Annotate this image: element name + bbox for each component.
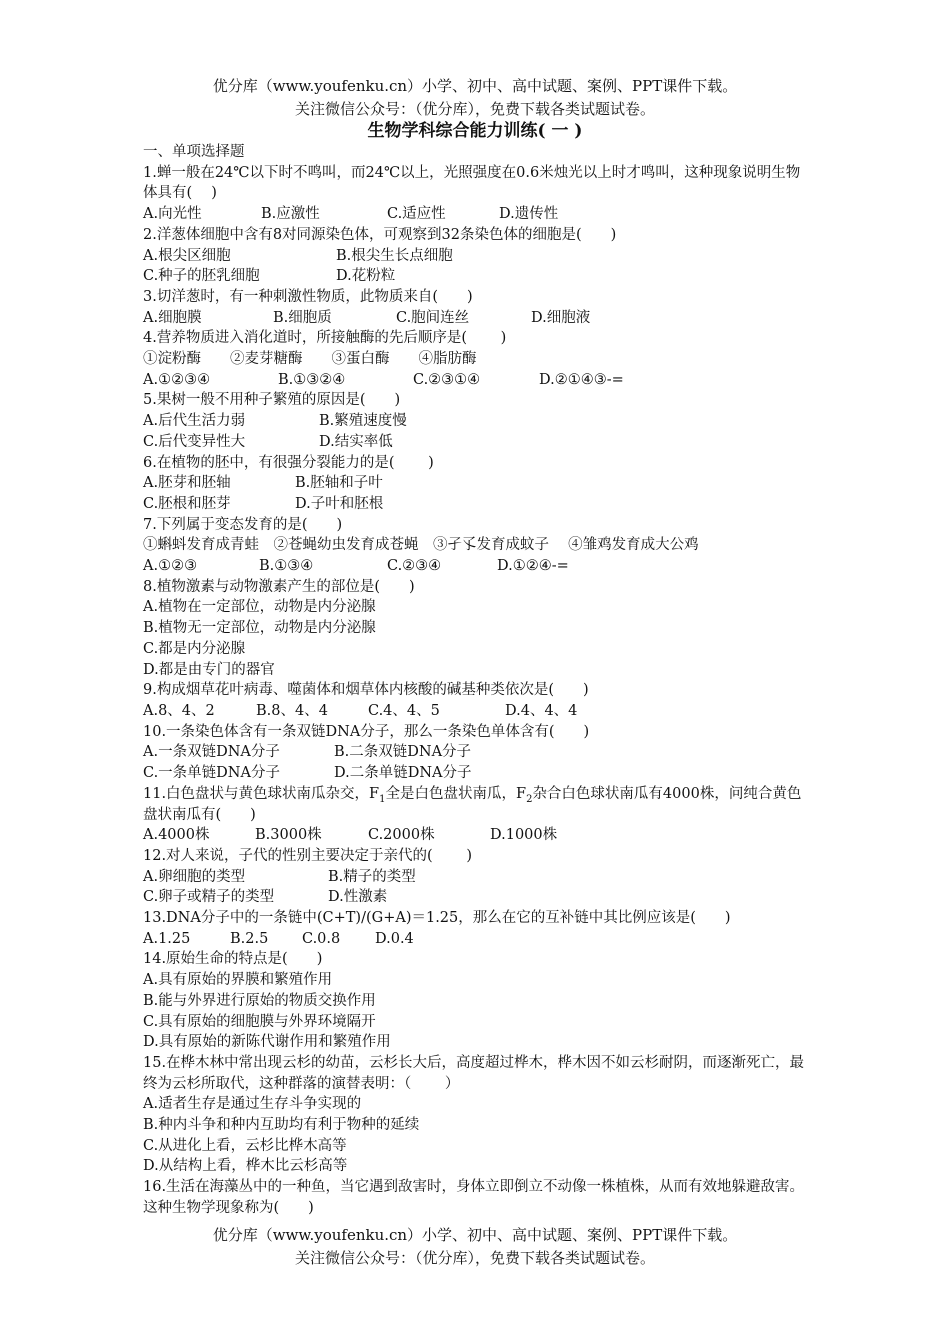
option-a: A.细胞膜: [143, 309, 202, 326]
option-c: C.种子的胚乳细胞: [143, 268, 260, 285]
question-12-options-2: [143, 887, 813, 908]
question-14-option-c: C.具有原始的细胞膜与外界环境隔开: [143, 1013, 376, 1030]
question-11-subscript-1: 1: [379, 793, 386, 805]
question-13-options: [143, 929, 813, 950]
option-b: B.二条双链DNA分子: [334, 744, 472, 761]
question-6-stem: 6.在植物的胚中，有很强分裂能力的是( ): [143, 454, 434, 471]
option-b: B.胚轴和子叶: [295, 475, 383, 492]
option-a: A.8、4、2: [143, 702, 215, 719]
question-14-stem: 14.原始生命的特点是( ): [143, 951, 323, 968]
option-d: D.遗传性: [499, 206, 559, 223]
option-c: C.胚根和胚芽: [143, 495, 231, 512]
option-d: D.性激素: [328, 889, 388, 906]
option-a: A.4000株: [143, 827, 210, 844]
option-a: A.向光性: [143, 206, 202, 223]
question-8-stem: 8.植物激素与动物激素产生的部位是( ): [143, 578, 415, 595]
question-14-option-d: D.具有原始的新陈代谢作用和繁殖作用: [143, 1034, 391, 1051]
question-7-stem: 7.下列属于变态发育的是( ): [143, 516, 343, 533]
question-16-stem: 16.生活在海藻丛中的一种鱼，当它遇到敌害时，身体立即倒立不动像一株植株，从而有效地躲避敌害。这种生物学现象称为( ): [143, 1179, 805, 1216]
option-a: A.①②③④: [143, 371, 211, 388]
question-14-option-b: B.能与外界进行原始的物质交换作用: [143, 992, 376, 1009]
question-11-stem: [143, 784, 813, 825]
footer-line-2: 关注微信公众号：（优分库），免费下载各类试题试卷。: [294, 1249, 655, 1267]
question-list: [143, 142, 813, 1219]
header-line-1: 优分库（www.youfenku.cn）小学、初中、高中试题、案例、PPT课件下载。: [212, 77, 738, 95]
option-a: A.根尖区细胞: [143, 247, 231, 264]
question-1-stem: 1.蝉一般在24℃以下时不鸣叫，而24℃以上，光照强度在0.6米烛光以上时才鸣叫，这种现象说明生物体具有( ): [143, 164, 801, 202]
option-b: B.2.5: [230, 930, 269, 947]
question-11-stem-part-2: 全是白色盘状南瓜，F: [385, 785, 527, 802]
question-2-stem: 2.洋葱体细胞中含有8对同源染色体，可观察到32条染色体的细胞是( ): [143, 226, 617, 243]
question-6-options-2: [143, 494, 813, 515]
page-title: 生物学科综合能力训练( 一 ): [367, 121, 583, 141]
question-12-stem: 12.对人来说，子代的性别主要决定于亲代的( ): [143, 847, 472, 864]
question-3-options: [143, 308, 813, 329]
question-4-items: ①淀粉酶 ②麦芽糖酶 ③蛋白酶 ④脂肪酶: [143, 351, 477, 368]
option-c: C.一条单链DNA分子: [143, 765, 280, 782]
question-1-options: [143, 204, 813, 225]
option-b: B.①③②④: [278, 371, 346, 388]
option-b: B.精子的类型: [328, 868, 416, 885]
option-b: B.①③④: [259, 558, 314, 575]
option-b: B.8、4、4: [256, 702, 328, 719]
question-10-options: [143, 742, 813, 763]
option-a: A.1.25: [143, 930, 191, 947]
option-c: C.0.8: [302, 930, 341, 947]
question-15-stem: 15.在桦木林中常出现云杉的幼苗，云杉长大后，高度超过桦木，桦木因不如云杉耐阴，而逐渐死亡，最终为云杉所取代，这种群落的演替表明：（ ）: [143, 1054, 805, 1092]
option-b: B.繁殖速度慢: [319, 413, 407, 430]
question-5-options-2: [143, 432, 813, 453]
question-8-option-d: D.都是由专门的器官: [143, 661, 275, 678]
question-11-subscript-2: 2: [526, 793, 533, 805]
option-c: C.②③④: [387, 558, 442, 575]
option-a: A.一条双链DNA分子: [143, 744, 280, 761]
question-7-options: [143, 556, 813, 577]
question-11-stem-part-3: 杂合白色球状南瓜有4000株，问纯合黄色盘状南瓜有( ): [143, 785, 802, 823]
option-d: D.②①④③-=: [539, 371, 624, 388]
question-15-option-b: B.种内斗争和种内互助均有利于物种的延续: [143, 1117, 420, 1134]
option-c: C.②③①④: [413, 371, 481, 388]
option-d: D.4、4、4: [505, 702, 578, 719]
question-15-option-d: D.从结构上看，桦木比云杉高等: [143, 1158, 348, 1175]
question-12-options: [143, 867, 813, 888]
question-9-options: [143, 701, 813, 722]
question-3-stem: 3.切洋葱时，有一种刺激性物质，此物质来自( ): [143, 288, 473, 305]
option-d: D.细胞液: [531, 309, 591, 326]
option-a: A.胚芽和胚轴: [143, 475, 231, 492]
header-line-2: 关注微信公众号：（优分库），免费下载各类试题试卷。: [294, 100, 655, 118]
option-d: D.0.4: [375, 930, 414, 947]
option-c: C.2000株: [368, 827, 435, 844]
question-8-option-c: C.都是内分泌腺: [143, 640, 246, 657]
option-d: D.①②④-=: [497, 558, 569, 575]
option-c: C.卵子或精子的类型: [143, 889, 275, 906]
question-10-stem: 10.一条染色体含有一条双链DNA分子，那么一条染色单体含有( ): [143, 723, 590, 740]
section-title: 一、单项选择题: [143, 144, 245, 160]
question-5-stem: 5.果树一般不用种子繁殖的原因是( ): [143, 392, 401, 409]
option-d: D.子叶和胚根: [295, 495, 384, 512]
question-11-options: [143, 825, 813, 846]
question-11-stem-part-1: 11.白色盘状与黄色球状南瓜杂交，F: [143, 785, 380, 802]
question-13-stem: 13.DNA分子中的一条链中(C+T)/(G+A)＝1.25，那么在它的互补链中其比例应该是( ): [143, 910, 731, 927]
option-b: B.3000株: [255, 827, 322, 844]
option-c: C.后代变异性大: [143, 433, 246, 450]
question-8-option-b: B.植物无一定部位，动物是内分泌腺: [143, 620, 376, 637]
option-d: D.二条单链DNA分子: [334, 765, 472, 782]
question-8-option-a: A.植物在一定部位，动物是内分泌腺: [143, 599, 376, 616]
option-c: C.4、4、5: [368, 702, 440, 719]
question-15-option-c: C.从进化上看，云杉比桦木高等: [143, 1137, 347, 1154]
question-10-options-2: [143, 763, 813, 784]
option-b: B.应激性: [261, 206, 320, 223]
option-a: A.①②③: [143, 558, 198, 575]
question-14-option-a: A.具有原始的界膜和繁殖作用: [143, 972, 333, 989]
option-d: D.花粉粒: [336, 268, 396, 285]
option-a: A.后代生活力弱: [143, 413, 246, 430]
option-b: B.细胞质: [273, 309, 332, 326]
question-4-options: [143, 370, 813, 391]
option-d: D.结实率低: [319, 433, 393, 450]
question-7-items: ①蝌蚪发育成青蛙 ②苍蝇幼虫发育成苍蝇 ③孑孓发育成蚊子 ④雏鸡发育成大公鸡: [143, 537, 699, 554]
question-5-options: [143, 411, 813, 432]
option-d: D.1000株: [490, 827, 558, 844]
option-a: A.卵细胞的类型: [143, 868, 246, 885]
question-2-options-2: [143, 266, 813, 287]
question-15-option-a: A.适者生存是通过生存斗争实现的: [143, 1096, 362, 1113]
question-2-options: [143, 246, 813, 267]
question-9-stem: 9.构成烟草花叶病毒、噬菌体和烟草体内核酸的碱基种类依次是( ): [143, 682, 589, 699]
option-b: B.根尖生长点细胞: [336, 247, 453, 264]
question-6-options: [143, 473, 813, 494]
option-c: C.适应性: [387, 206, 446, 223]
question-4-stem: 4.营养物质进入消化道时，所接触酶的先后顺序是( ): [143, 330, 507, 347]
option-c: C.胞间连丝: [396, 309, 470, 326]
footer-line-1: 优分库（www.youfenku.cn）小学、初中、高中试题、案例、PPT课件下载。: [212, 1226, 738, 1244]
